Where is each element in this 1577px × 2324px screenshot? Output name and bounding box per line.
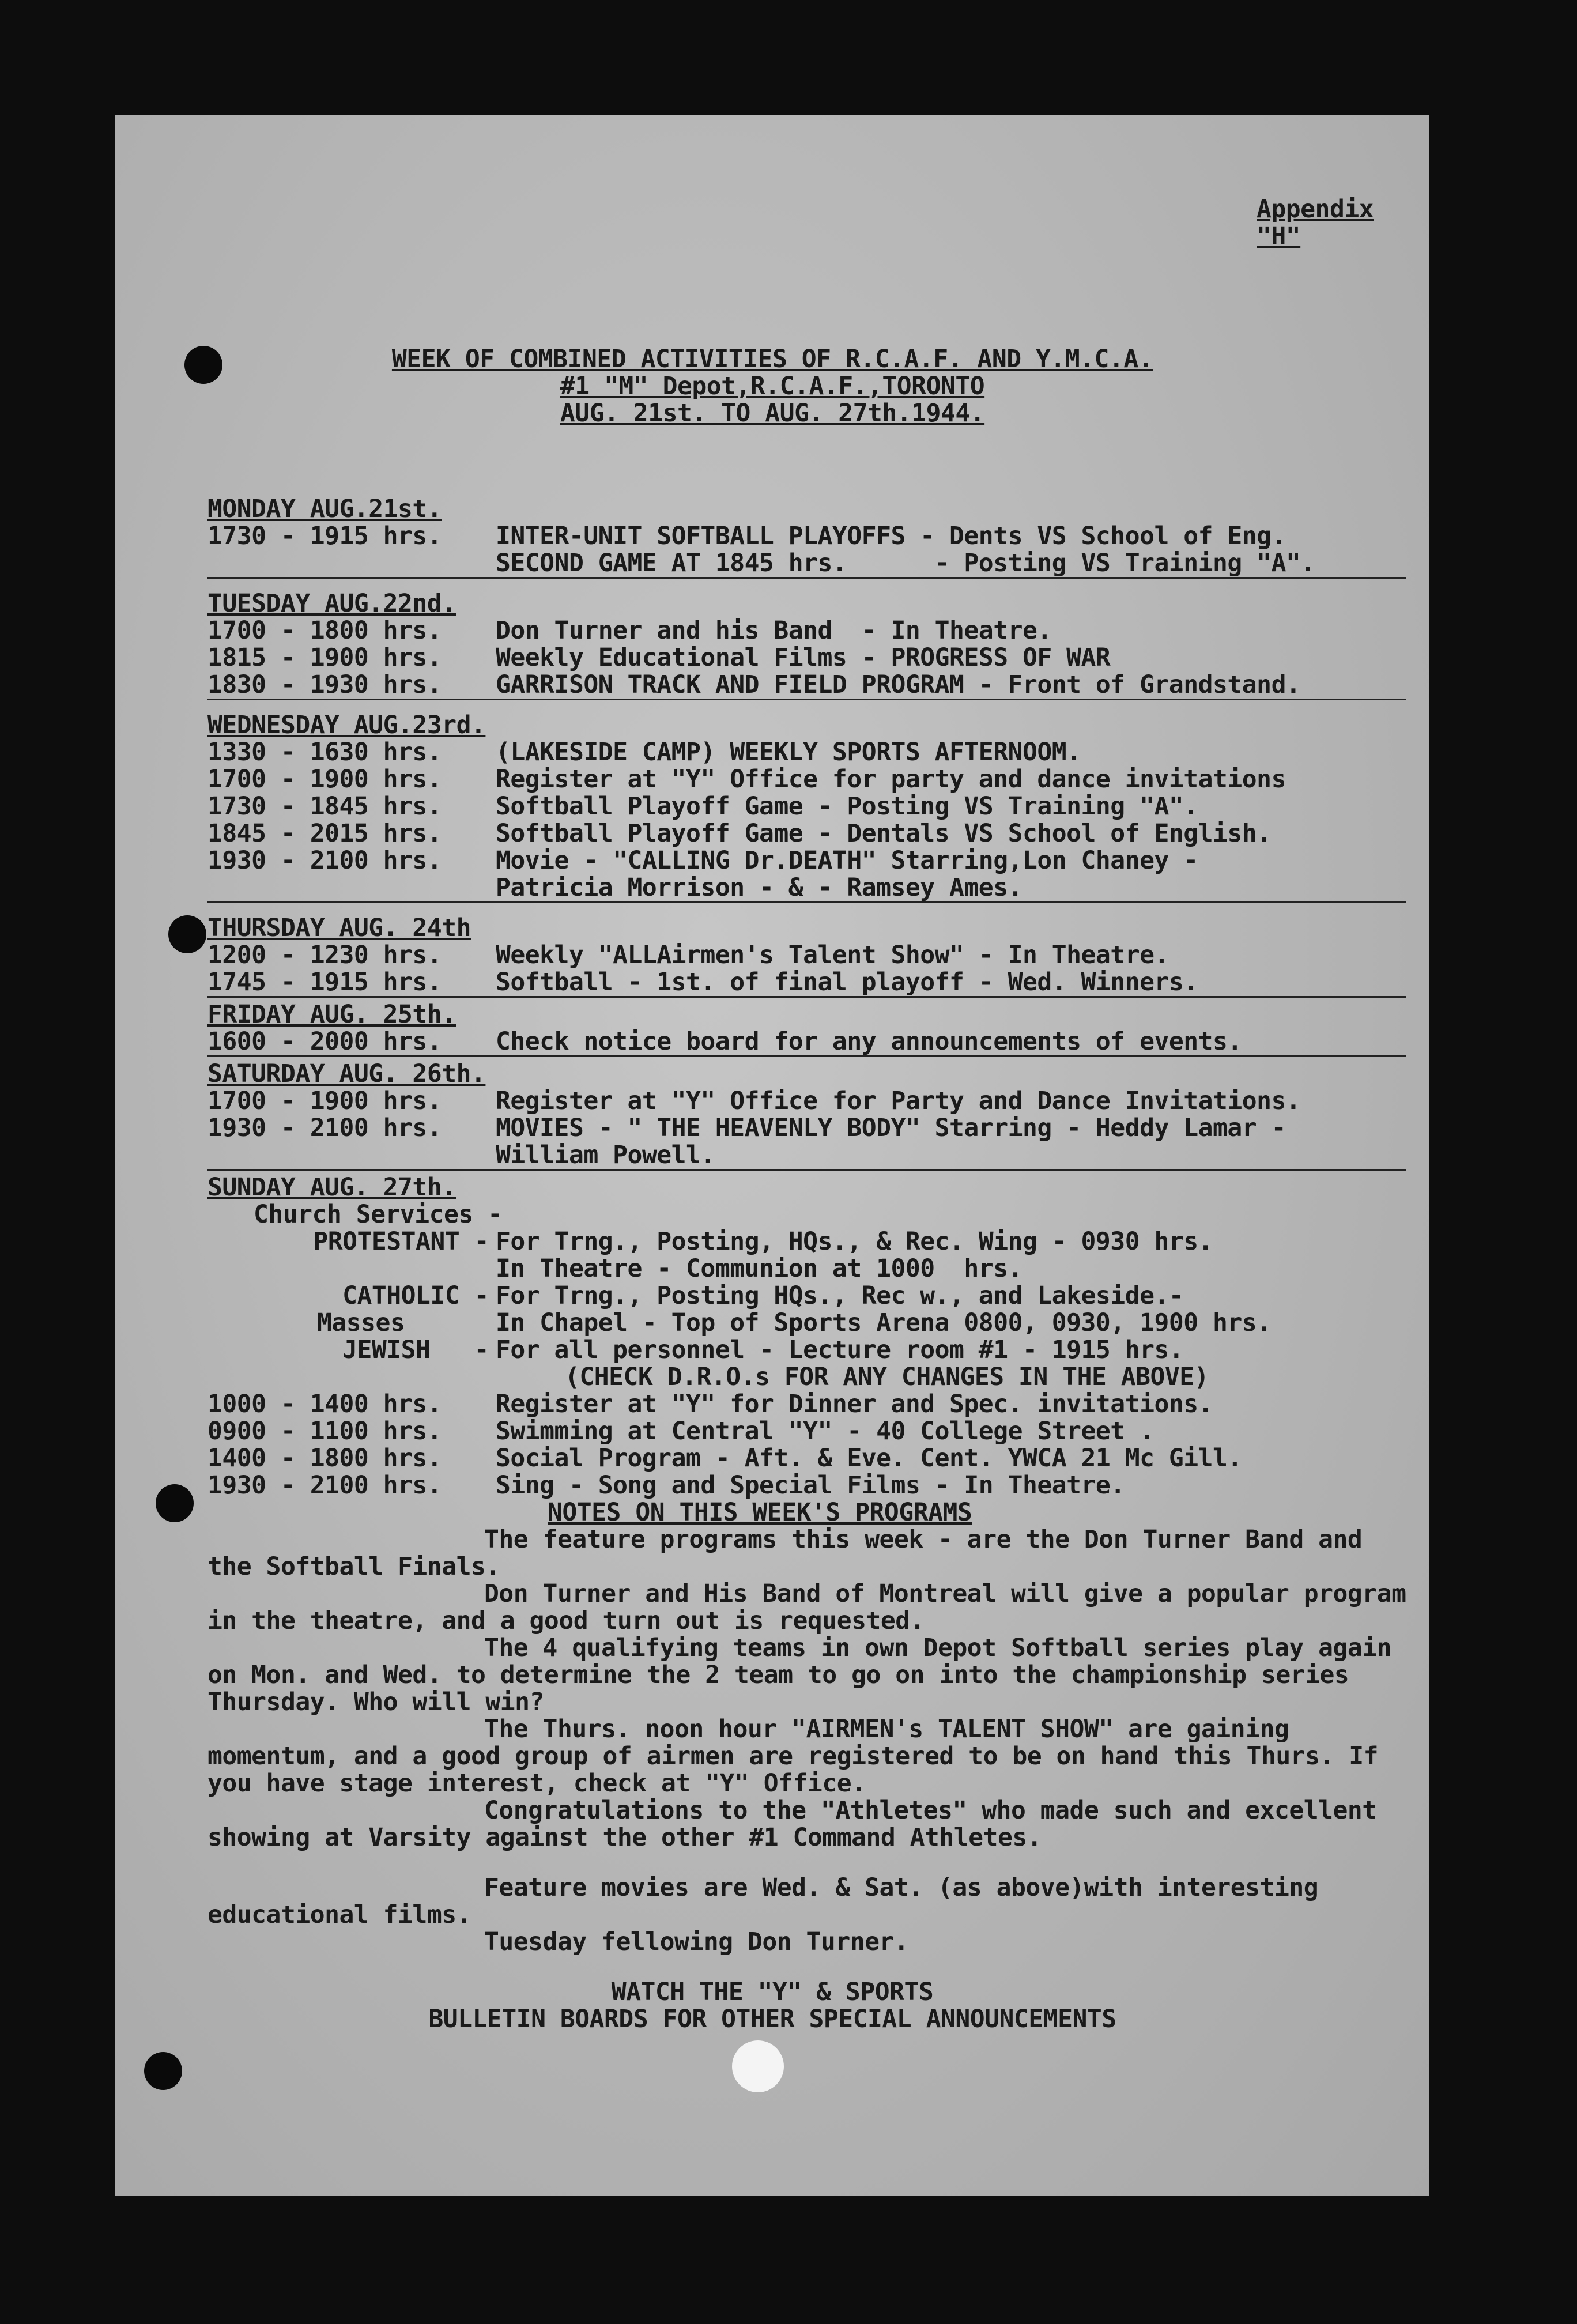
event-text: Swimming at Central "Y" - 40 College Street . [496, 1417, 1155, 1446]
schedule-row [207, 1115, 1406, 1142]
event-text: Register at "Y" for Dinner and Spec. invitations. [496, 1390, 1213, 1418]
event-text: Patricia Morrison - & - Ramsey Ames. [496, 873, 1023, 902]
time-range: 1745 - 1915 hrs. [207, 968, 442, 997]
church-services-label: Church Services - [254, 1200, 503, 1229]
punch-hole [144, 2052, 182, 2090]
schedule-row [207, 523, 1406, 550]
event-text: Weekly "ALLAirmen's Talent Show" - In Theatre. [496, 941, 1169, 969]
time-range: 1700 - 1900 hrs. [207, 1086, 442, 1115]
schedule-row [207, 847, 1406, 874]
schedule-row [207, 550, 1406, 579]
schedule-row [207, 739, 1406, 766]
schedule-row [207, 1028, 1406, 1057]
time-range: 1600 - 2000 hrs. [207, 1027, 442, 1056]
footer-line: WATCH THE "Y" & SPORTS [611, 1978, 934, 2006]
document-title [207, 346, 1337, 427]
service-text: For all personnel - Lecture room #1 - 1915 hrs. [496, 1335, 1184, 1364]
schedule-row [207, 671, 1406, 700]
notes-paragraph: Feature movies are Wed. & Sat. (as above)with interesting educational films. [207, 1873, 1319, 1929]
day-heading: SUNDAY AUG. 27th. [207, 1173, 456, 1202]
event-text: William Powell. [496, 1141, 715, 1169]
document-page [115, 115, 1429, 2196]
day-heading: SATURDAY AUG. 26th. [207, 1059, 486, 1088]
check-notice: (CHECK D.R.O.s FOR ANY CHANGES IN THE ABOVE) [565, 1363, 1209, 1391]
event-text: Softball Playoff Game - Dentals VS School of English. [496, 819, 1272, 848]
event-text: Register at "Y" Office for Party and Dance Invitations. [496, 1086, 1301, 1115]
punch-hole [168, 915, 206, 953]
punch-hole [732, 2040, 784, 2092]
title-line: AUG. 21st. TO AUG. 27th.1944. [560, 399, 985, 428]
time-range: 1730 - 1915 hrs. [207, 522, 442, 550]
schedule-row [207, 969, 1406, 998]
time-range: 1930 - 2100 hrs. [207, 1471, 442, 1500]
notes-paragraph: Congratulations to the "Athletes" who made such and excellent showing at Varsity against the other #1 Command Athletes. [207, 1796, 1377, 1852]
service-text: For Trng., Posting HQs., Rec w., and Lakeside.- [496, 1281, 1184, 1310]
event-text: Softball - 1st. of final playoff - Wed. Winners. [496, 968, 1198, 997]
schedule-row [207, 1445, 1406, 1472]
event-text: Softball Playoff Game - Posting VS Training "A". [496, 792, 1198, 821]
notes-paragraph: The Thurs. noon hour "AIRMEN's TALENT SHOW" are gaining momentum, and a good group of airmen are registered to be on hand this Thurs. If you have stage interest, check at "Y" Office. [207, 1715, 1379, 1798]
time-range: 1930 - 2100 hrs. [207, 846, 442, 875]
schedule-row [207, 942, 1406, 969]
schedule-row [207, 1142, 1406, 1171]
day-heading: WEDNESDAY AUG.23rd. [207, 711, 486, 740]
schedule-row [207, 820, 1406, 847]
time-range: 1700 - 1900 hrs. [207, 765, 442, 794]
time-range: 1730 - 1845 hrs. [207, 792, 442, 821]
schedule-row [207, 766, 1406, 793]
event-text: INTER-UNIT SOFTBALL PLAYOFFS - Dents VS School of Eng. [496, 522, 1286, 550]
service-label: Masses [317, 1308, 405, 1337]
weekly-schedule [207, 484, 1406, 2033]
event-text: Check notice board for any announcements of events. [496, 1027, 1242, 1056]
schedule-row [207, 793, 1406, 820]
day-heading: MONDAY AUG.21st. [207, 495, 442, 523]
event-text: Sing - Song and Special Films - In Theatre. [496, 1471, 1125, 1500]
service-row [207, 1337, 1406, 1364]
time-range: 0900 - 1100 hrs. [207, 1417, 442, 1446]
event-text: GARRISON TRACK AND FIELD PROGRAM - Front of Grandstand. [496, 670, 1301, 699]
schedule-row [207, 617, 1406, 644]
notes-paragraph: The 4 qualifying teams in own Depot Softball series play again on Mon. and Wed. to determine the 2 team to go on into the championship series Thursday. Who will win? [207, 1633, 1392, 1716]
event-text: Weekly Educational Films - PROGRESS OF WAR [496, 643, 1111, 672]
event-text: Social Program - Aft. & Eve. Cent. YWCA 21 Mc Gill. [496, 1444, 1242, 1473]
punch-hole [156, 1484, 194, 1522]
day-heading: FRIDAY AUG. 25th. [207, 1000, 456, 1029]
schedule-row [207, 1472, 1406, 1499]
schedule-row [207, 644, 1406, 671]
footer-announcement [207, 1979, 1337, 2033]
day-heading: TUESDAY AUG.22nd. [207, 589, 456, 618]
time-range: 1700 - 1800 hrs. [207, 616, 442, 645]
time-range: 1200 - 1230 hrs. [207, 941, 442, 969]
day-heading: THURSDAY AUG. 24th [207, 914, 471, 942]
notes-heading: NOTES ON THIS WEEK'S PROGRAMS [548, 1498, 972, 1527]
service-label: JEWISH - [342, 1335, 489, 1364]
event-text: MOVIES - " THE HEAVENLY BODY" Starring - Heddy Lamar - [496, 1114, 1286, 1142]
appendix-label: Appendix "H" [1257, 195, 1374, 251]
time-range: 1830 - 1930 hrs. [207, 670, 442, 699]
service-row [207, 1255, 1406, 1282]
time-range: 1930 - 2100 hrs. [207, 1114, 442, 1142]
time-range: 1000 - 1400 hrs. [207, 1390, 442, 1418]
time-range: 1330 - 1630 hrs. [207, 738, 442, 767]
service-label: PROTESTANT - [313, 1227, 489, 1256]
schedule-row [207, 1088, 1406, 1115]
service-label: CATHOLIC - [342, 1281, 489, 1310]
event-text: SECOND GAME AT 1845 hrs. - Posting VS Training "A". [496, 549, 1315, 578]
service-row [207, 1282, 1406, 1310]
schedule-row [207, 1418, 1406, 1445]
time-range: 1845 - 2015 hrs. [207, 819, 442, 848]
time-range: 1815 - 1900 hrs. [207, 643, 442, 672]
event-text: (LAKESIDE CAMP) WEEKLY SPORTS AFTERNOOM. [496, 738, 1081, 767]
title-line: WEEK OF COMBINED ACTIVITIES OF R.C.A.F. AND Y.M.C.A. [391, 345, 1153, 373]
notes-paragraph: The feature programs this week - are the Don Turner Band and the Softball Finals. [207, 1525, 1363, 1581]
time-range [207, 550, 496, 577]
notes-paragraph: Don Turner and His Band of Montreal will give a popular program in the theatre, and a good turn out is requested. [207, 1579, 1406, 1635]
time-range [207, 874, 496, 901]
time-range: 1400 - 1800 hrs. [207, 1444, 442, 1473]
notes-paragraph: Tuesday fellowing Don Turner. [484, 1927, 909, 1956]
event-text: Don Turner and his Band - In Theatre. [496, 616, 1052, 645]
event-text: Movie - "CALLING Dr.DEATH" Starring,Lon Chaney - [496, 846, 1198, 875]
footer-line: BULLETIN BOARDS FOR OTHER SPECIAL ANNOUNCEMENTS [428, 2005, 1116, 2033]
schedule-row [207, 874, 1406, 903]
time-range [207, 1142, 496, 1169]
service-text: For Trng., Posting, HQs., & Rec. Wing - 0930 hrs. [496, 1227, 1213, 1256]
service-text: In Chapel - Top of Sports Arena 0800, 0930, 1900 hrs. [496, 1308, 1272, 1337]
title-line: #1 "M" Depot,R.C.A.F.,TORONTO [560, 372, 985, 401]
service-row [207, 1310, 1406, 1337]
service-row [207, 1228, 1406, 1255]
event-text: Register at "Y" Office for party and dance invitations [496, 765, 1286, 794]
schedule-row [207, 1391, 1406, 1418]
service-text: In Theatre - Communion at 1000 hrs. [496, 1254, 1023, 1283]
